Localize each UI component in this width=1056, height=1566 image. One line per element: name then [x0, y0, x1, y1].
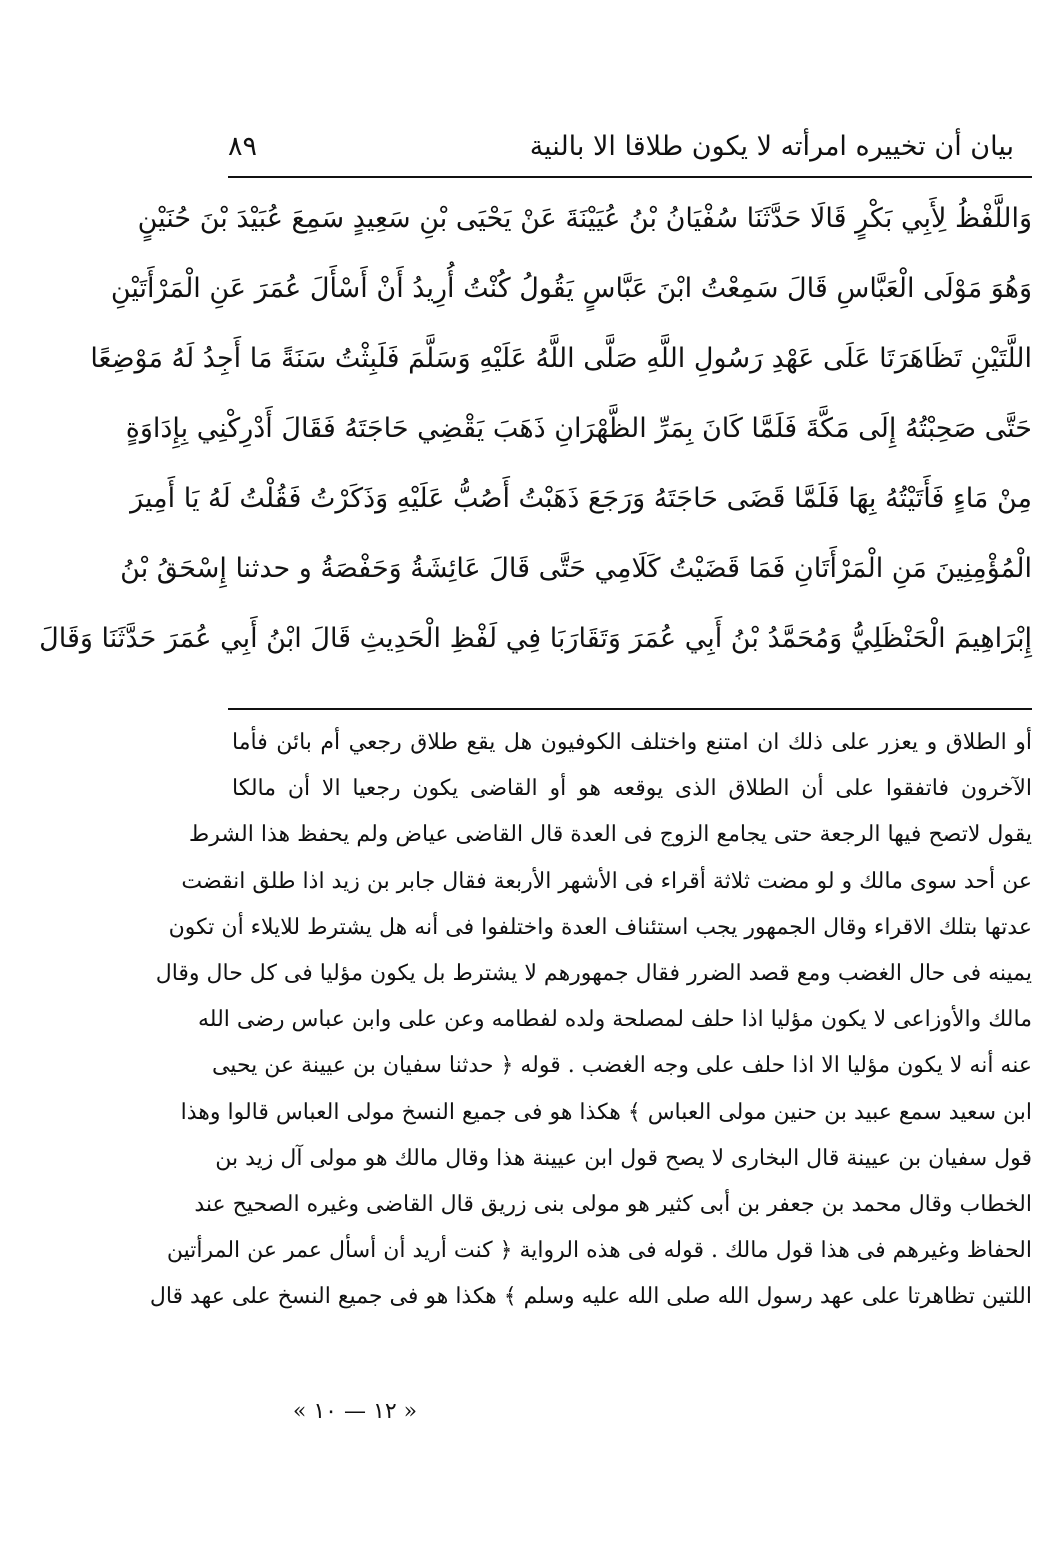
- hadith-line: مِنْ مَاءٍ فَأَتَيْتُهُ بِهَا فَلَمَّا قَضَى حَاجَتَهُ وَرَجَعَ ذَهَبْتُ أَصُبُّ عَلَيْهِ وَذَكَرْتُ فَقُلْتُ لَهُ يَا أَمِيرَ: [130, 483, 1032, 514]
- commentary-line: يمينه فى حال الغضب ومع قصد الضرر فقال جمهورهم لا يشترط بل يكون مؤليا فى كل حال وقال: [155, 960, 1032, 986]
- commentary-line: الآخرون فاتفقوا على أن الطلاق الذى يوقعه هو أو القاضى يكون رجعيا الا أن مالكا: [232, 776, 1032, 802]
- commentary-line: ابن سعيد سمع عبيد بن حنين مولى العباس ﴾ هكذا هو فى جميع النسخ مولى العباس قالوا وهذا: [180, 1099, 1032, 1125]
- hadith-line: وَهُوَ مَوْلَى الْعَبَّاسِ قَالَ سَمِعْتُ ابْنَ عَبَّاسٍ يَقُولُ كُنْتُ أُرِيدُ أَنْ أَسْأَلَ عُمَرَ عَنِ الْمَرْأَتَيْنِ: [110, 273, 1032, 304]
- header-divider: [228, 176, 1032, 178]
- commentary-divider: [228, 708, 1032, 710]
- commentary-line: اللتين تظاهرتا على عهد رسول الله صلى الله عليه وسلم ﴾ هكذا هو فى جميع النسخ على عهد قال: [149, 1284, 1032, 1310]
- commentary-line: مالك والأوزاعى لا يكون مؤليا اذا حلف لمصلحة ولده لفطامه وعن على وابن عباس رضى الله: [197, 1007, 1032, 1033]
- commentary-line: أو الطلاق و يعزر على ذلك ان امتنع واختلف الكوفيون هل يقع طلاق رجعي أم بائن فأما: [232, 730, 1032, 755]
- page-header: [228, 122, 1014, 172]
- commentary-line: عن أحد سوى مالك و لو مضت ثلاثة أقراء فى الأشهر الأربعة فقال جابر بن زيد اذا طلق انقضت: [181, 868, 1032, 894]
- hadith-line: إِبْرَاهِيمَ الْحَنْظَلِيُّ وَمُحَمَّدُ بْنُ أَبِي عُمَرَ وَتَقَارَبَا فِي لَفْظِ الْحَدِيثِ قَالَ ابْنُ أَبِي عُمَرَ حَدَّثَنَا وَقَالَ: [39, 623, 1032, 654]
- hadith-text: [39, 184, 1032, 674]
- commentary-line: يقول لاتصح فيها الرجعة حتى يجامع الزوج فى العدة قال القاضى عياض ولم يحفظ هذا الشرط: [188, 822, 1032, 848]
- commentary-line: الحفاظ وغيرهم فى هذا قول مالك . قوله فى هذه الرواية ﴿ كنت أريد أن أسأل عمر عن المرأتين: [166, 1238, 1032, 1264]
- hadith-line: وَاللَّفْظُ لِأَبِي بَكْرٍ قَالَا حَدَّثَنَا سُفْيَانُ بْنُ عُيَيْنَةَ عَنْ يَحْيَى بْنِ سَعِيدٍ سَمِعَ عُبَيْدَ بْنَ حُنَيْنٍ: [137, 203, 1032, 234]
- commentary-line: الخطاب وقال محمد بن جعفر بن أبى كثير هو مولى بنى زريق قال القاضى وغيره الصحيح عند: [194, 1191, 1032, 1217]
- page-number: ٨٩: [228, 131, 258, 162]
- page-title: بيان أن تخييره امرأته لا يكون طلاقا الا بالنية: [529, 131, 1014, 162]
- commentary-line: عنه أنه لا يكون مؤليا الا اذا حلف على وجه الغضب . قوله ﴿ حدثنا سفيان بن عيينة عن يحيى: [211, 1053, 1032, 1079]
- signature-mark: « ١٢ — ١٠ »: [292, 1399, 418, 1424]
- commentary-text: [149, 720, 1032, 1320]
- hadith-line: الْمُؤْمِنِينَ مَنِ الْمَرْأَتَانِ فَمَا قَضَيْتُ كَلَامِي حَتَّى قَالَ عَائِشَةُ وَحَفْصَةُ و حدثنا إِسْحَقُ بْنُ: [120, 553, 1032, 584]
- commentary-line: قول سفيان بن عيينة قال البخارى لا يصح قول ابن عيينة هذا وقال مالك هو مولى آل زيد بن: [215, 1145, 1032, 1171]
- hadith-line: حَتَّى صَحِبْتُهُ إِلَى مَكَّةَ فَلَمَّا كَانَ بِمَرِّ الظَّهْرَانِ ذَهَبَ يَقْضِي حَاجَتَهُ فَقَالَ أَدْرِكْنِي بِإِدَاوَةٍ: [125, 413, 1032, 444]
- commentary-line: عدتها بتلك الاقراء وقال الجمهور يجب استئناف العدة واختلفوا فى أنه هل يشترط للايلاء أن تكون: [168, 914, 1032, 940]
- hadith-line: اللَّتَيْنِ تَظَاهَرَتَا عَلَى عَهْدِ رَسُولِ اللَّهِ صَلَّى اللَّهُ عَلَيْهِ وَسَلَّمَ فَلَبِثْتُ سَنَةً مَا أَجِدُ لَهُ مَوْضِعًا: [90, 343, 1032, 374]
